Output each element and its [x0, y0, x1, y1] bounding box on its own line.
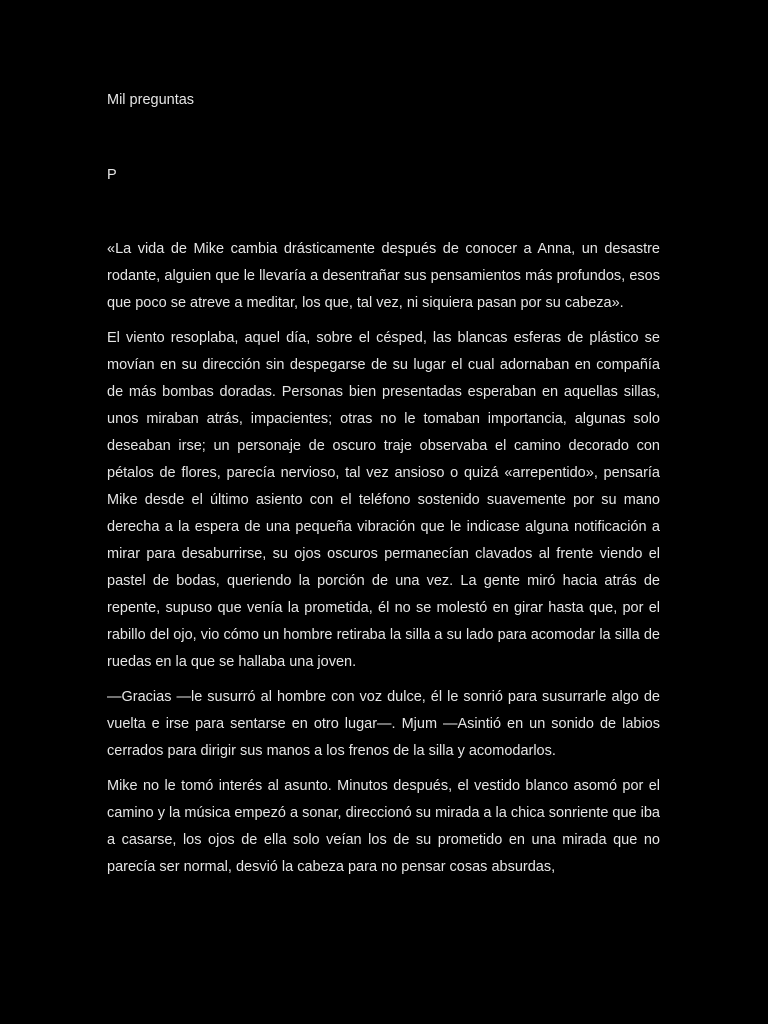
paragraph: —Gracias —le susurró al hombre con voz dulce, él le sonrió para susurrarle algo de vuelta e irse para sentarse en otro lugar—. Mjum —Asintió en un sonido de labios cerrados para dirigir sus manos a los frenos de la silla y acomodarlos. — [107, 689, 660, 759]
body-text — [107, 236, 660, 889]
paragraph: El viento resoplaba, aquel día, sobre el césped, las blancas esferas de plástico se movían en su dirección sin despegarse de su lugar el cual adornaban en compañía de más bombas doradas. Personas bien presentadas esperaban en aquellas sillas, unos miraban atrás, impacientes; otras no le tomaban importancia, algunas solo deseaban irse; un personaje de oscuro traje observaba el camino decorado con pétalos de flores, parecía nervioso, tal vez ansioso o quizá «arrepentido», pensaría Mike desde el último asiento con el teléfono sostenido suavemente por su mano derecha a la espera de una pequeña vibración que le indicase alguna notificación a mirar para desaburrirse, su ojos oscuros permanecían clavados al frente viendo el pastel de bodas, queriendo la porción de una vez. La gente miró hacia atrás de repente, supuso que venía la prometida, él no se molestó en girar hasta que, por el rabillo del ojo, vio cómo un hombre retiraba la silla a su lado para acomodar la silla de ruedas en la que se hallaba una joven. — [107, 330, 660, 670]
paragraph-synopsis: «La vida de Mike cambia drásticamente después de conocer a Anna, un desastre rodante, alguien que le llevaría a desentrañar sus pensamientos más profundos, esos que poco se atreve a meditar, los que, tal vez, ni siquiera pasan por su cabeza». — [107, 241, 660, 311]
page-title: Mil preguntas — [107, 92, 195, 108]
section-marker: P — [107, 167, 117, 183]
paragraph: Mike no le tomó interés al asunto. Minutos después, el vestido blanco asomó por el camino y la música empezó a sonar, direccionó su mirada a la chica sonriente que iba a casarse, los ojos de ella solo veían los de su prometido en una mirada que no parecía ser normal, desvió la cabeza para no pensar cosas absurdas, — [107, 778, 660, 875]
